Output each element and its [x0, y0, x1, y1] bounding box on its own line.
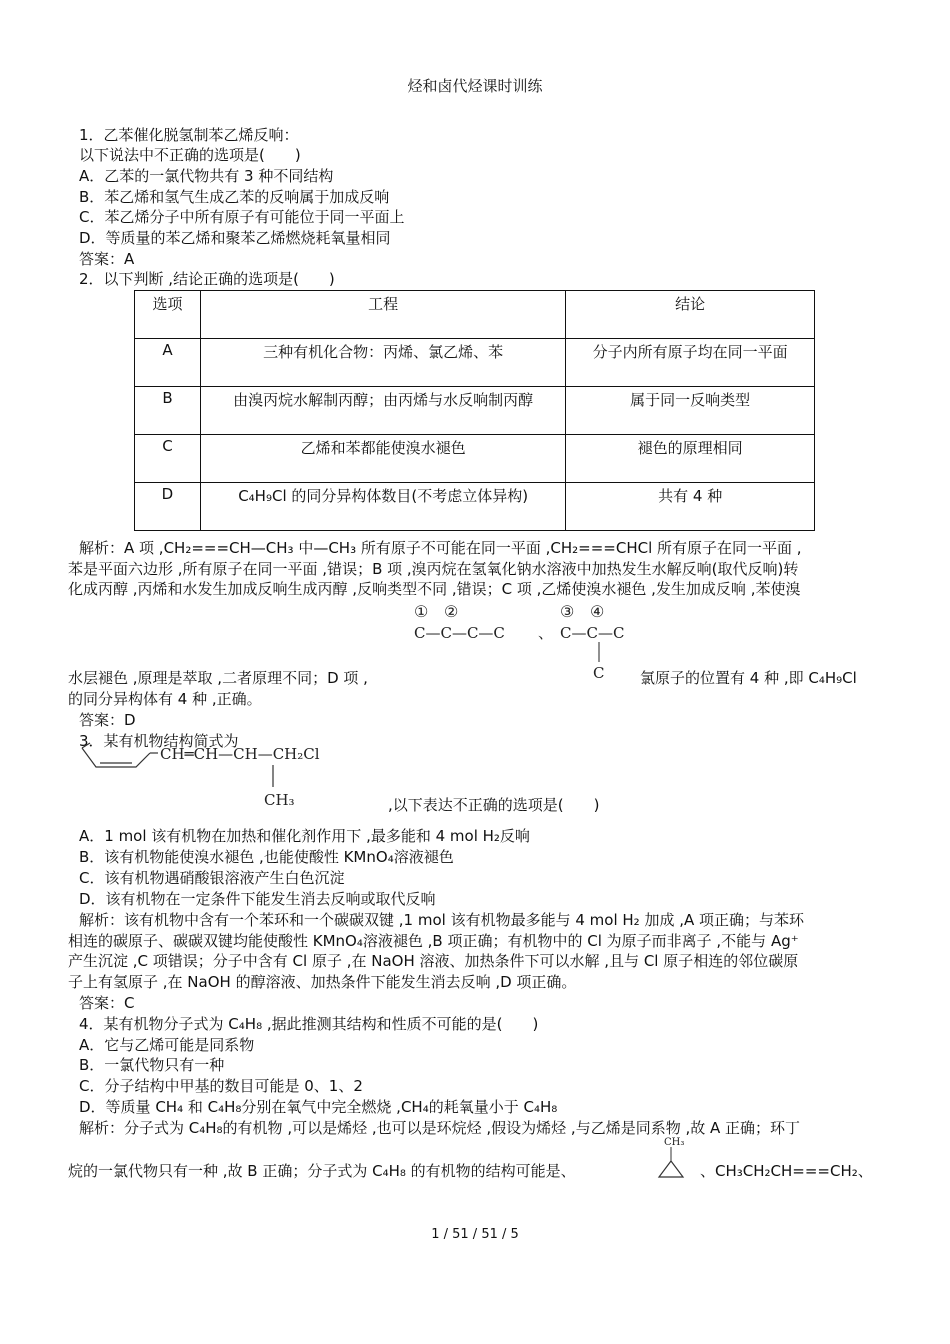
table-cell: 褪色的原理相同	[566, 435, 815, 483]
branch-carbon: C	[593, 664, 605, 682]
q2-analysis-line: 苯是平面六边形 ,所有原子在同一平面 ,错误；B 项 ,溴丙烷在氢氧化钠水溶液中加热发生水解反响(取代反响)转	[68, 560, 799, 578]
q3-stem-end: ,以下表达不正确的选项是( )	[388, 796, 600, 814]
page-title: 烃和卤代烃课时训练	[407, 77, 543, 95]
q2-analysis-line: 氯原子的位置有 4 种 ,即 C₄H₉Cl	[640, 669, 857, 687]
table-row	[135, 483, 815, 531]
q3-option-a: A．1 mol 该有机物在加热和催化剂作用下 ,最多能和 4 mol H₂反响	[79, 827, 530, 845]
table-header: 选项	[135, 291, 201, 339]
q3-option-b: B．该有机物能使溴水褪色 ,也能使酸性 KMnO₄溶液褪色	[79, 848, 454, 866]
cyclopropane-ring-icon	[659, 1161, 683, 1177]
q2-analysis-line: 水层褪色 ,原理是萃取 ,二者原理不同；D 项 ,	[68, 669, 368, 687]
methylcyclopropane-diagram	[655, 1133, 695, 1183]
table-row	[135, 387, 815, 435]
table-cell: 分子内所有原子均在同一平面	[566, 339, 815, 387]
q3-formula-main: CH═CH—CH—CH₂Cl	[160, 745, 320, 763]
table-cell: C	[135, 435, 201, 483]
q3-option-c: C．该有机物遇硝酸银溶液产生白色沉淀	[79, 869, 345, 887]
q3-analysis-line: 相连的碳原子、碳碳双键均能使酸性 KMnO₄溶液褪色 ,B 项正确；有机物中的 Cl 为原子而非离子 ,不能与 Ag⁺	[68, 932, 799, 950]
q4-stem: 4．某有机物分子式为 C₄H₈ ,据此推测其结构和性质不可能的是( )	[79, 1015, 539, 1033]
position-label-2: ②	[444, 602, 459, 621]
q2-analysis-line: 解析：A 项 ,CH₂===CH—CH₃ 中—CH₃ 所有原子不可能在同一平面 ,CH₂===CHCl 所有原子在同一平面 ,	[79, 539, 802, 557]
q3-stem: 3．某有机物结构简式为	[79, 732, 239, 750]
table-cell: B	[135, 387, 201, 435]
position-label-4: ④	[590, 602, 605, 621]
table-cell: 共有 4 种	[566, 483, 815, 531]
table-header: 结论	[566, 291, 815, 339]
q1-option-b: B．苯乙烯和氢气生成乙苯的反响属于加成反响	[79, 188, 390, 206]
table-cell: 三种有机化合物：丙烯、氯乙烯、苯	[200, 339, 565, 387]
q3-analysis-line: 解析：该有机物中含有一个苯环和一个碳碳双键 ,1 mol 该有机物最多能与 4 mol H₂ 加成 ,A 项正确；与苯环	[79, 911, 805, 929]
table-cell: D	[135, 483, 201, 531]
q2-analysis-line: 化成丙醇 ,丙烯和水发生加成反响生成丙醇 ,反响类型不同 ,错误；C 项 ,乙烯使溴水褪色 ,发生加成反响 ,苯使溴	[68, 580, 801, 598]
table-cell: 乙烯和苯都能使溴水褪色	[200, 435, 565, 483]
q1-option-d: D．等质量的苯乙烯和聚苯乙烯燃烧耗氧量相同	[79, 229, 391, 247]
q3-option-d: D．该有机物在一定条件下能发生消去反响或取代反响	[79, 890, 436, 908]
carbon-chain-branched: C—C—C	[560, 624, 625, 642]
table-cell: 属于同一反响类型	[566, 387, 815, 435]
q1-option-a: A．乙苯的一氯代物共有 3 种不同结构	[79, 167, 334, 185]
q2-table	[134, 290, 815, 531]
q1-stem-question: 以下说法中不正确的选项是( )	[79, 146, 301, 164]
q3-answer: 答案：C	[79, 994, 135, 1012]
table-cell: 由溴丙烷水解制丙醇；由丙烯与水反响制丙醇	[200, 387, 565, 435]
q3-structure-diagram	[76, 743, 396, 813]
table-cell: A	[135, 339, 201, 387]
benzene-ring-icon	[82, 743, 150, 767]
separator: 、	[538, 624, 554, 642]
q2-analysis-line: 的同分异构体有 4 种 ,正确。	[68, 690, 262, 708]
q3-analysis-line: 子上有氢原子 ,在 NaOH 的醇溶液、加热条件下能发生消去反响 ,D 项正确。	[68, 973, 577, 991]
q3-methyl: CH₃	[264, 791, 295, 809]
page-number: 1 / 51 / 51 / 5	[431, 1227, 519, 1242]
table-row	[135, 339, 815, 387]
q4-option-c: C．分子结构中甲基的数目可能是 0、1、2	[79, 1077, 363, 1095]
q4-option-a: A．它与乙烯可能是同系物	[79, 1036, 255, 1054]
table-header: 工程	[200, 291, 565, 339]
table-cell: C₄H₉Cl 的同分异构体数目(不考虑立体异构)	[200, 483, 565, 531]
q3-analysis-line: 产生沉淀 ,C 项错误；分子中含有 Cl 原子 ,在 NaOH 溶液、加热条件下可以水解 ,且与 Cl 原子相连的邻位碳原	[68, 952, 799, 970]
q2-stem: 2．以下判断 ,结论正确的选项是( )	[79, 270, 335, 288]
q1-answer: 答案：A	[79, 250, 135, 268]
carbon-chain-linear: C—C—C—C	[414, 624, 505, 642]
q1-stem: 1．乙苯催化脱氢制苯乙烯反响：	[79, 126, 299, 144]
carbon-skeleton-diagram	[410, 600, 650, 685]
table-row	[135, 435, 815, 483]
q4-analysis-line: 解析：分子式为 C₄H₈的有机物 ,可以是烯烃 ,也可以是环烷烃 ,假设为烯烃 ,与乙烯是同系物 ,故 A 正确；环丁	[79, 1119, 801, 1137]
position-label-3: ③	[560, 602, 575, 621]
q4-analysis-line: 烷的一氯代物只有一种 ,故 B 正确；分子式为 C₄H₈ 的有机物的结构可能是、	[68, 1162, 576, 1180]
methyl-label: CH₃	[664, 1137, 685, 1148]
q2-answer: 答案：D	[79, 711, 136, 729]
table-header-row	[135, 291, 815, 339]
q1-option-c: C．苯乙烯分子中所有原子有可能位于同一平面上	[79, 208, 405, 226]
q4-analysis-line: 、CH₃CH₂CH===CH₂、	[700, 1162, 873, 1180]
q4-option-b: B．一氯代物只有一种	[79, 1056, 225, 1074]
position-label-1: ①	[414, 602, 429, 621]
q4-option-d: D．等质量 CH₄ 和 C₄H₈分别在氧气中完全燃烧 ,CH₄的耗氧量小于 C₄H₈	[79, 1098, 558, 1116]
